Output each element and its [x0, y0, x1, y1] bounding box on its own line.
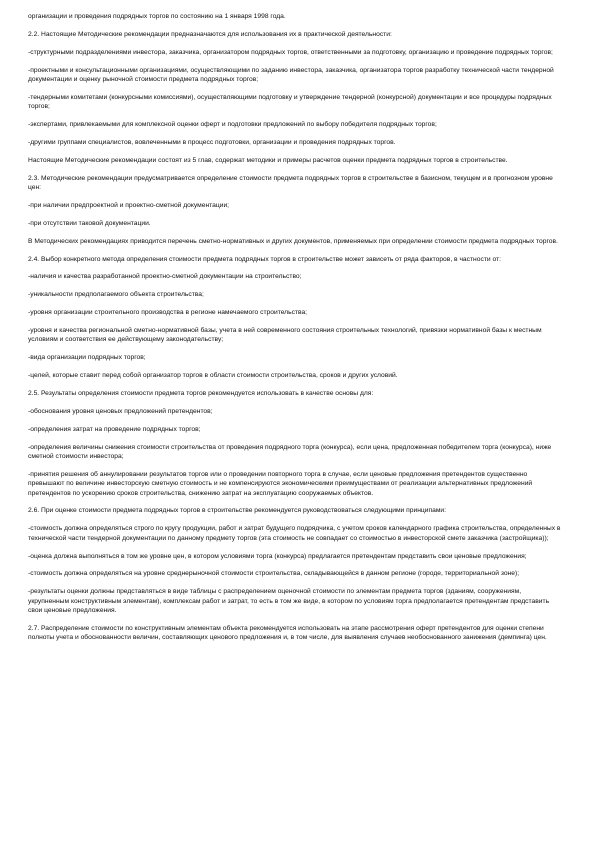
document-page	[28, 12, 564, 651]
list-item-design-organizations: -проектными и консультационными организациями, осуществляющими по заданию инвестора, заказчика, организатора торгов разработку технической части тендерной документации и оценку рыночной стоимости предмета подрядных торгов;	[28, 66, 554, 83]
paragraph-2-2: 2.2. Настоящие Методические рекомендации предназначаются для использования их в практической деятельности:	[28, 30, 392, 38]
list-item-tender-committees: -тендерными комитетами (конкурсными комиссиями), осуществляющими подготовку и утверждение тендерной (конкурсной) документации и все процедуры подрядных торгов;	[28, 93, 552, 111]
list-item-with-documentation: -при наличии предпроектной и проектно-сметной документации;	[28, 201, 230, 209]
list-item-documentation-quality: -наличия и качества разработанной проектно-сметной документации на строительство;	[28, 273, 302, 281]
paragraph-2-3: 2.3. Методические рекомендации предусматривается определение стоимости предмета подрядных торгов в строительстве в базисном, текущем и в прогнозном уровне цен:	[28, 174, 553, 192]
list-item-results-table: -результаты оценки должны представляться в виде таблицы с распределением оценочной стоимости по элементам предмета торгов (зданиям, сооружениям, укрупненным конструктивным элементам), комплексам работ и затрат, то есть в том же виде, в котором по условиям торга предполагается претендентам представить свои ценовые предложения.	[28, 588, 550, 614]
list-item-market-level: -стоимость должна определяться на уровне среднерыночной стоимости строительства, складывающейся в данном регионе (городе, территориальной зоне);	[28, 570, 520, 578]
paragraph-2-4: 2.4. Выбор конкретного метода определения стоимости предмета подрядных торгов в строительстве может зависеть от ряда факторов, в частности от:	[28, 255, 501, 263]
list-item-production-level: -уровня организации строительного производства в регионе намечаемого строительства;	[28, 309, 308, 317]
list-item-tender-costs: -определения затрат на проведение подрядных торгов;	[28, 425, 201, 433]
paragraph-2-5: 2.5. Результаты определения стоимости предмета торгов рекомендуется использовать в качестве основы для:	[28, 390, 374, 398]
list-item-other-specialists: -другими группами специалистов, вовлеченными в процесс подготовки, организации и проведения подрядных торгов.	[28, 138, 396, 146]
list-item-tender-type: -вида организации подрядных торгов;	[28, 354, 146, 362]
list-item-price-level: -оценка должна выполняться в том же уровне цен, в котором условиями торга (конкурса) предлагается претендентам представить свои ценовые предложения;	[28, 552, 527, 560]
list-item-uniqueness: -уникальности предполагаемого объекта строительства;	[28, 291, 204, 299]
paragraph-documents-list: В Методических рекомендациях приводится перечень сметно-нормативных и других документов, применяемых при определении стоимости предмета подрядных торгов.	[28, 237, 558, 245]
paragraph-2-7: 2.7. Распределение стоимости по конструктивным элементам объекта рекомендуется использовать на этапе рассмотрения оферт претендентов для оценки степени полноты учета и обоснованности величин, составляющих ценового предложения и, в том числе, для выявления случаев необоснованного занижения (демпинга) цен.	[28, 624, 547, 642]
list-item-experts: -экспертами, привлекаемыми для комплексной оценки оферт и подготовки предложений по выбору победителя подрядных торгов;	[28, 121, 437, 129]
paragraph-intro-continuation: организации и проведения подрядных торгов по состоянию на 1 января 1998 года.	[28, 13, 286, 20]
list-item-annulment-decision: -принятия решения об аннулировании результатов торгов или о проведении повторного торга в случае, если ценовые предложения претендентов существенно превышают по величине инвесторскую сметную стоимость и не компенсируются экономическими преимуществами от реализации альтернативных предложений претендентов по ускорению сроков строительства, снижению затрат на эксплуатацию сооружаемых объектов.	[28, 470, 533, 497]
paragraph-2-6: 2.6. При оценке стоимости предмета подрядных торгов в строительстве рекомендуется руководствоваться следующими принципами:	[28, 507, 447, 515]
list-item-cost-scope: -стоимость должна определяться строго по кругу продукции, работ и затрат будущего подрядчика, с учетом сроков календарного графика строительства, определенных в технической части тендерной документации по данному предмету торгов (эта стоимость не совпадает со стоимостью в инвесторской смете заказчика (застройщика));	[28, 525, 561, 542]
list-item-price-justification: -обоснования уровня ценовых предложений претендентов;	[28, 408, 213, 415]
list-item-without-documentation: -при отсутствии таковой документации.	[28, 219, 151, 227]
list-item-normative-base: -уровня и качества региональной сметно-нормативной базы, учета в ней современного состояния строительных технологий, привязки нормативной базы к местным условиям и соответствия ее действующему законодательству;	[28, 327, 542, 344]
list-item-cost-reduction: -определения величины снижения стоимости строительства от проведения подрядного торга (конкурса), если цена, предложенная победителем торга (конкурса), ниже сметной стоимости инвестора;	[28, 443, 552, 461]
list-item-organizer-goals: -целей, которые ставит перед собой организатор торгов в области стоимости строительства, сроков и других условий.	[28, 372, 398, 380]
list-item-structural-divisions: -структурными подразделениями инвестора, заказчика, организатором подрядных торгов, ответственными за подготовку, организацию и проведение подрядных торгов;	[28, 48, 553, 56]
paragraph-structure-note: Настоящие Методические рекомендации состоят из 5 глав, содержат методики и примеры расчетов оценки предмета подрядных торгов в строительстве.	[28, 156, 508, 164]
